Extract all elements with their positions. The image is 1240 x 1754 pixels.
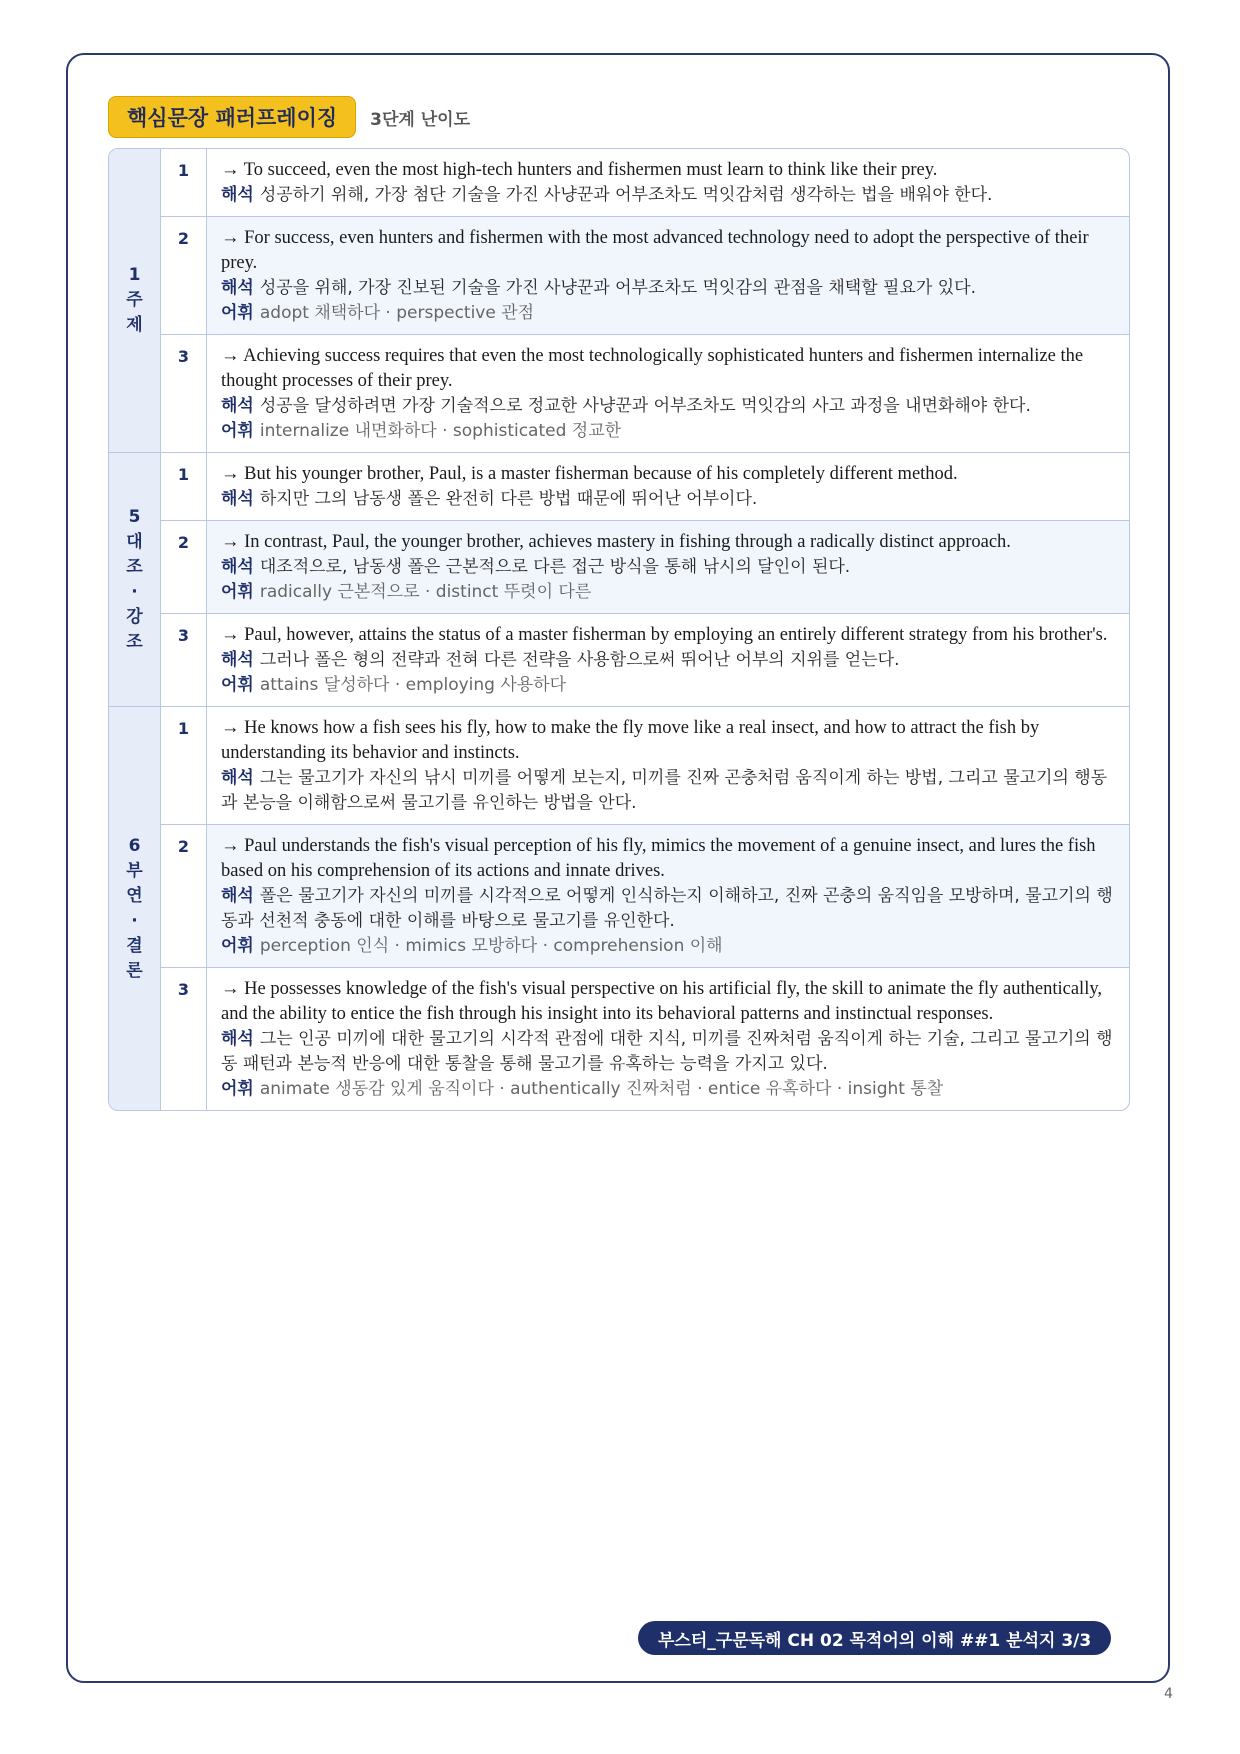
english-sentence: → In contrast, Paul, the younger brother, achieves mastery in fishing through a radically distinct approach. bbox=[221, 532, 1011, 552]
difficulty-level: 3단계 난이도 bbox=[370, 109, 471, 130]
row-number: 2 bbox=[161, 521, 207, 613]
translation-line bbox=[221, 183, 1115, 208]
page-number: 4 bbox=[1164, 1686, 1173, 1702]
english-sentence: → For success, even hunters and fishermen with the most advanced technology need to adopt the perspective of their prey. bbox=[221, 228, 1089, 273]
vocab-tag: 어휘 bbox=[221, 936, 254, 956]
translation-line bbox=[221, 884, 1115, 934]
row-number: 1 bbox=[161, 707, 207, 824]
vocab-text: radically 근본적으로 · distinct 뚜렷이 다른 bbox=[259, 582, 592, 602]
row-number: 2 bbox=[161, 825, 207, 967]
english-sentence: → He possesses knowledge of the fish's visual perspective on his artificial fly, the skill to animate the fly authentically, and the ability to entice the fish through his insight into its behavioral patterns and instinctual responses. bbox=[221, 979, 1103, 1024]
table-row bbox=[161, 967, 1129, 1110]
translation-tag: 해석 bbox=[221, 768, 254, 788]
row-number: 3 bbox=[161, 614, 207, 706]
translation-text: 성공을 달성하려면 가장 기술적으로 정교한 사냥꾼과 어부조차도 먹잇감의 사고 과정을 내면화해야 한다. bbox=[259, 396, 1031, 416]
translation-tag: 해석 bbox=[221, 185, 254, 205]
english-sentence: → Paul, however, attains the status of a master fisherman by employing an entirely different strategy from his brother's. bbox=[221, 625, 1108, 645]
group-label bbox=[109, 707, 161, 1110]
table-row bbox=[161, 520, 1129, 613]
english-sentence: → He knows how a fish sees his fly, how to make the fly move like a real insect, and how to attract the fish by understanding its behavior and instincts. bbox=[221, 718, 1040, 763]
vocab-text: internalize 내면화하다 · sophisticated 정교한 bbox=[259, 421, 622, 441]
translation-tag: 해석 bbox=[221, 1029, 254, 1049]
row-content bbox=[207, 825, 1129, 967]
translation-text: 그는 인공 미끼에 대한 물고기의 시각적 관점에 대한 지식, 미끼를 진짜처럼 움직이게 하는 기술, 그리고 물고기의 행동 패턴과 본능적 반응에 대한 통찰을 통해 물고기를 유혹하는 능력을 가지고 있다. bbox=[221, 1029, 1113, 1074]
translation-text: 그러나 폴은 형의 전략과 전혀 다른 전략을 사용함으로써 뛰어난 어부의 지위를 얻는다. bbox=[259, 650, 900, 670]
row-content bbox=[207, 453, 1129, 520]
table-group bbox=[109, 149, 1129, 452]
vocab-line bbox=[221, 934, 1115, 959]
table-group bbox=[109, 452, 1129, 706]
table-group bbox=[109, 706, 1129, 1110]
row-content bbox=[207, 707, 1129, 824]
row-number: 1 bbox=[161, 149, 207, 216]
table-row bbox=[161, 824, 1129, 967]
row-number: 1 bbox=[161, 453, 207, 520]
vocab-line bbox=[221, 1077, 1115, 1102]
translation-line bbox=[221, 766, 1115, 816]
vocab-tag: 어휘 bbox=[221, 421, 254, 441]
translation-line bbox=[221, 648, 1115, 673]
translation-line bbox=[221, 555, 1115, 580]
section-badge: 핵심문장 패러프레이징 bbox=[108, 96, 356, 138]
section-header bbox=[108, 95, 470, 139]
vocab-tag: 어휘 bbox=[221, 303, 254, 323]
vocab-line bbox=[221, 673, 1115, 698]
english-sentence: → Achieving success requires that even the most technologically sophisticated hunters and fishermen internalize the thought processes of their prey. bbox=[221, 346, 1084, 391]
table-row bbox=[161, 334, 1129, 452]
translation-text: 그는 물고기가 자신의 낚시 미끼를 어떻게 보는지, 미끼를 진짜 곤충처럼 움직이게 하는 방법, 그리고 물고기의 행동과 본능을 이해함으로써 물고기를 유인하는 방법을 안다. bbox=[221, 768, 1108, 813]
row-number: 2 bbox=[161, 217, 207, 334]
english-sentence: → To succeed, even the most high-tech hunters and fishermen must learn to think like their prey. bbox=[221, 160, 938, 180]
row-content bbox=[207, 968, 1129, 1110]
translation-text: 성공하기 위해, 가장 첨단 기술을 가진 사냥꾼과 어부조차도 먹잇감처럼 생각하는 법을 배워야 한다. bbox=[259, 185, 993, 205]
row-number: 3 bbox=[161, 968, 207, 1110]
translation-text: 성공을 위해, 가장 진보된 기술을 가진 사냥꾼과 어부조차도 먹잇감의 관점을 채택할 필요가 있다. bbox=[259, 278, 976, 298]
row-content bbox=[207, 335, 1129, 452]
vocab-text: perception 인식 · mimics 모방하다 · comprehension 이해 bbox=[259, 936, 723, 956]
vocab-tag: 어휘 bbox=[221, 582, 254, 602]
table-row bbox=[161, 707, 1129, 824]
translation-tag: 해석 bbox=[221, 886, 254, 906]
group-label-text: 5대조·강조 bbox=[126, 506, 143, 652]
group-label bbox=[109, 453, 161, 706]
vocab-text: adopt 채택하다 · perspective 관점 bbox=[259, 303, 535, 323]
translation-tag: 해석 bbox=[221, 650, 254, 670]
vocab-tag: 어휘 bbox=[221, 675, 254, 695]
footer-label: 부스터_구문독해 CH 02 목적어의 이해 ##1 분석지 3/3 bbox=[638, 1621, 1111, 1655]
vocab-tag: 어휘 bbox=[221, 1079, 254, 1099]
translation-tag: 해석 bbox=[221, 278, 254, 298]
translation-text: 폴은 물고기가 자신의 미끼를 시각적으로 어떻게 인식하는지 이해하고, 진짜 곤충의 움직임을 모방하며, 물고기의 행동과 선천적 충동에 대한 이해를 바탕으로 물고기를 유인한다. bbox=[221, 886, 1113, 931]
group-label-text: 1주제 bbox=[126, 265, 143, 335]
translation-line bbox=[221, 276, 1115, 301]
translation-text: 대조적으로, 남동생 폴은 근본적으로 다른 접근 방식을 통해 낚시의 달인이 된다. bbox=[259, 557, 851, 577]
row-content bbox=[207, 614, 1129, 706]
english-sentence: → But his younger brother, Paul, is a master fisherman because of his completely different method. bbox=[221, 464, 958, 484]
row-content bbox=[207, 217, 1129, 334]
translation-line bbox=[221, 394, 1115, 419]
vocab-line bbox=[221, 301, 1115, 326]
translation-tag: 해석 bbox=[221, 396, 254, 416]
table-row bbox=[161, 613, 1129, 706]
translation-text: 하지만 그의 남동생 폴은 완전히 다른 방법 때문에 뛰어난 어부이다. bbox=[259, 489, 758, 509]
row-number: 3 bbox=[161, 335, 207, 452]
vocab-text: attains 달성하다 · employing 사용하다 bbox=[259, 675, 567, 695]
vocab-line bbox=[221, 419, 1115, 444]
group-label bbox=[109, 149, 161, 452]
table-row bbox=[161, 216, 1129, 334]
row-content bbox=[207, 521, 1129, 613]
table-row bbox=[161, 453, 1129, 520]
vocab-line bbox=[221, 580, 1115, 605]
translation-tag: 해석 bbox=[221, 557, 254, 577]
english-sentence: → Paul understands the fish's visual perception of his fly, mimics the movement of a genuine insect, and lures the fish based on his comprehension of its actions and innate drives. bbox=[221, 836, 1096, 881]
translation-line bbox=[221, 1027, 1115, 1077]
group-label-text: 6부연·결론 bbox=[126, 835, 143, 981]
paraphrase-table bbox=[108, 148, 1130, 1111]
vocab-text: animate 생동감 있게 움직이다 · authentically 진짜처럼 · entice 유혹하다 · insight 통찰 bbox=[259, 1079, 944, 1099]
table-row bbox=[161, 149, 1129, 216]
translation-tag: 해석 bbox=[221, 489, 254, 509]
translation-line bbox=[221, 487, 1115, 512]
row-content bbox=[207, 149, 1129, 216]
